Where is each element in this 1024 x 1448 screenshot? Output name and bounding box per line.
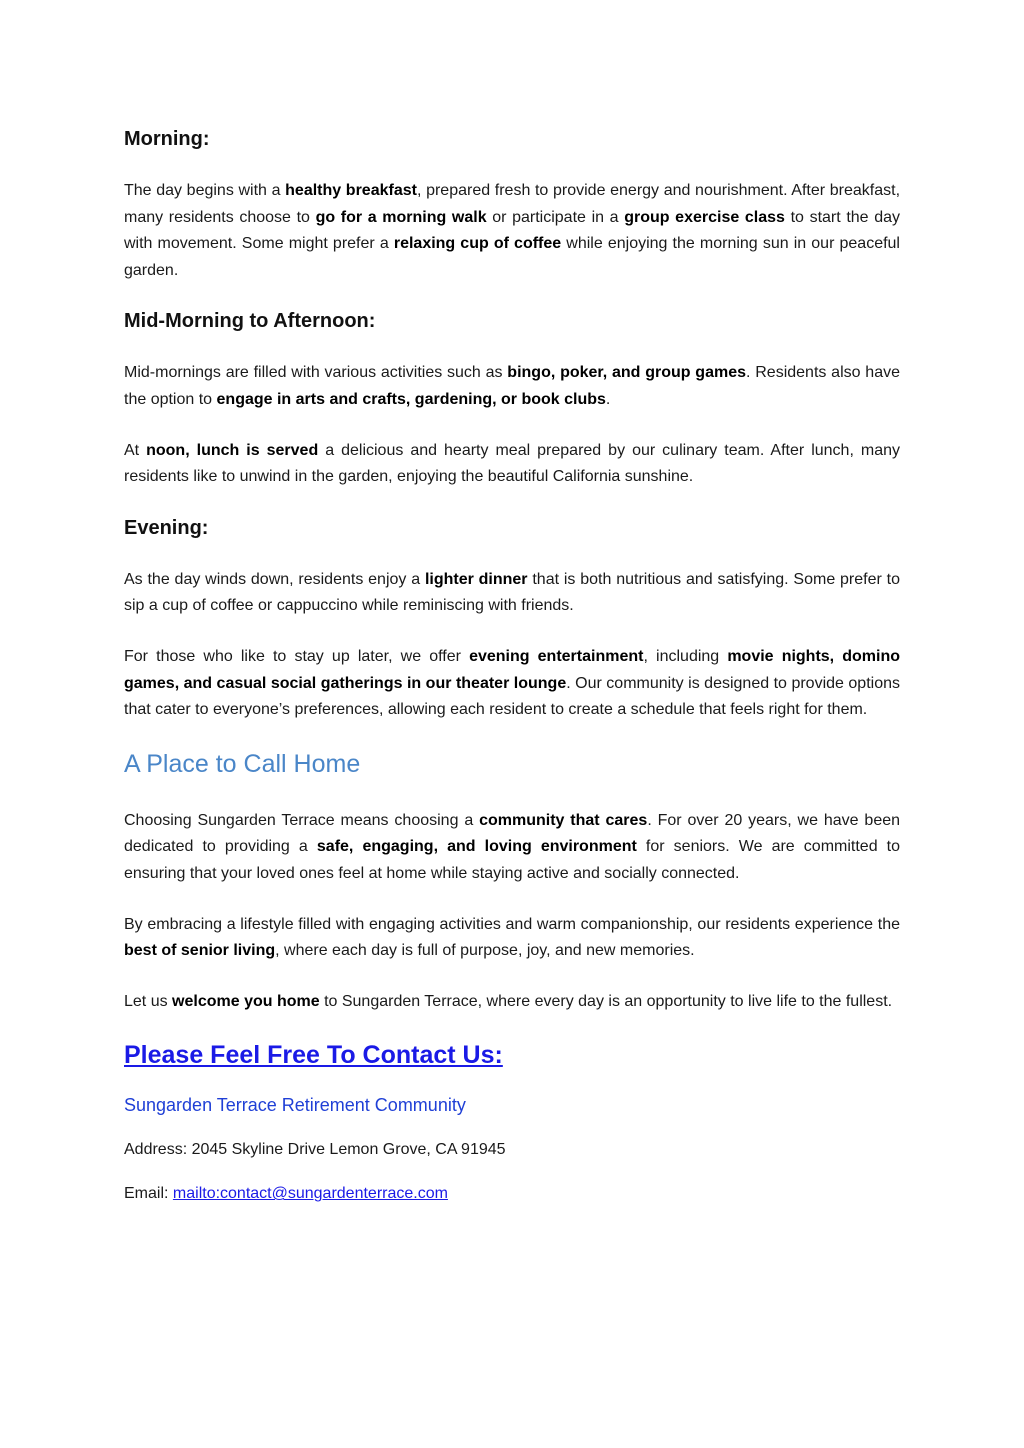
bold-run: bingo, poker, and group games: [507, 364, 747, 382]
text-run: Mid-mornings are filled with various activities such as: [124, 364, 508, 382]
text-run: to start the day with movement. Some might prefer a: [124, 208, 901, 253]
bold-run: community that cares: [479, 811, 648, 829]
text-run: , including: [643, 647, 728, 665]
text-run: Choosing Sungarden Terrace means choosing a: [124, 811, 480, 829]
paragraph-lunch: [124, 438, 900, 491]
text-run: .: [605, 390, 611, 408]
heading-place-to-call-home: A Place to Call Home: [124, 749, 361, 778]
paragraph-morning: [124, 178, 900, 284]
text-run: or participate in a: [486, 208, 625, 226]
text-run: , where each day is full of purpose, joy, and new memories.: [275, 942, 695, 960]
text-run: that is both nutritious and satisfying. Some prefer to sip a cup of coffee or cappuccino while reminiscing with friends.: [124, 570, 900, 615]
bold-run: go for a morning walk: [315, 208, 487, 226]
heading-contact-us: Please Feel Free To Contact Us:: [124, 1041, 503, 1070]
text-run: while enjoying the morning sun in our peaceful garden.: [124, 235, 900, 279]
text-run: for seniors. We are committed to ensuring that your loved ones feel at home while staying active and socially connected.: [124, 838, 901, 882]
bold-run: welcome you home: [172, 992, 320, 1010]
paragraph-lifestyle: [124, 912, 900, 965]
address-line: Address: 2045 Skyline Drive Lemon Grove, CA 91945: [124, 1141, 506, 1159]
heading-morning: Morning:: [124, 128, 210, 150]
paragraph-community: [124, 808, 900, 888]
text-run: As the day winds down, residents enjoy a: [124, 570, 425, 588]
email-label: Email:: [124, 1185, 173, 1203]
text-run: The day begins with a: [124, 182, 286, 199]
text-run: , prepared fresh to provide energy and nourishment. After breakfast, many residents choose to: [124, 182, 901, 226]
bold-run: relaxing cup of coffee: [393, 235, 562, 253]
text-run: At: [124, 441, 147, 459]
bold-run: evening entertainment: [469, 647, 644, 665]
bold-run: engage in arts and crafts, gardening, or book clubs: [216, 390, 606, 408]
text-run: For those who like to stay up later, we offer: [124, 647, 470, 665]
text-run: Let us: [124, 992, 173, 1010]
paragraph-dinner: [124, 567, 900, 620]
bold-run: movie nights, domino games, and casual social gatherings in our theater lounge: [124, 647, 901, 692]
heading-evening: Evening:: [124, 516, 209, 539]
text-run: . Our community is designed to provide options that cater to everyone’s preferences, allowing each resident to create a schedule that feels right for them.: [124, 674, 901, 719]
bold-run: noon, lunch is served: [146, 441, 319, 459]
email-line: [124, 1183, 900, 1205]
email-link[interactable]: mailto:contact@sungardenterrace.com: [172, 1185, 448, 1203]
text-run: to Sungarden Terrace, where every day is an opportunity to live life to the fullest.: [319, 992, 893, 1010]
paragraph-welcome: [124, 989, 900, 1016]
bold-run: group exercise class: [624, 208, 785, 226]
heading-mid-morning: Mid-Morning to Afternoon:: [124, 310, 376, 333]
text-run: . Residents also have the option to: [124, 364, 901, 408]
text-run: . For over 20 years, we have been dedicated to providing a: [124, 811, 901, 856]
bold-run: safe, engaging, and loving environment: [316, 838, 637, 856]
paragraph-mid-morning-activities: [124, 360, 900, 413]
text-run: a delicious and hearty meal prepared by our culinary team. After lunch, many residents like to unwind in the garden, enjoying the beautiful California sunshine.: [124, 441, 901, 486]
bold-run: healthy breakfast: [285, 182, 417, 199]
bold-run: best of senior living: [124, 942, 276, 960]
paragraph-evening-entertainment: [124, 644, 900, 724]
text-run: By embracing a lifestyle filled with engaging activities and warm companionship, our residents experience the: [124, 915, 900, 933]
bold-run: lighter dinner: [424, 570, 528, 588]
organization-name: Sungarden Terrace Retirement Community: [124, 1095, 466, 1116]
